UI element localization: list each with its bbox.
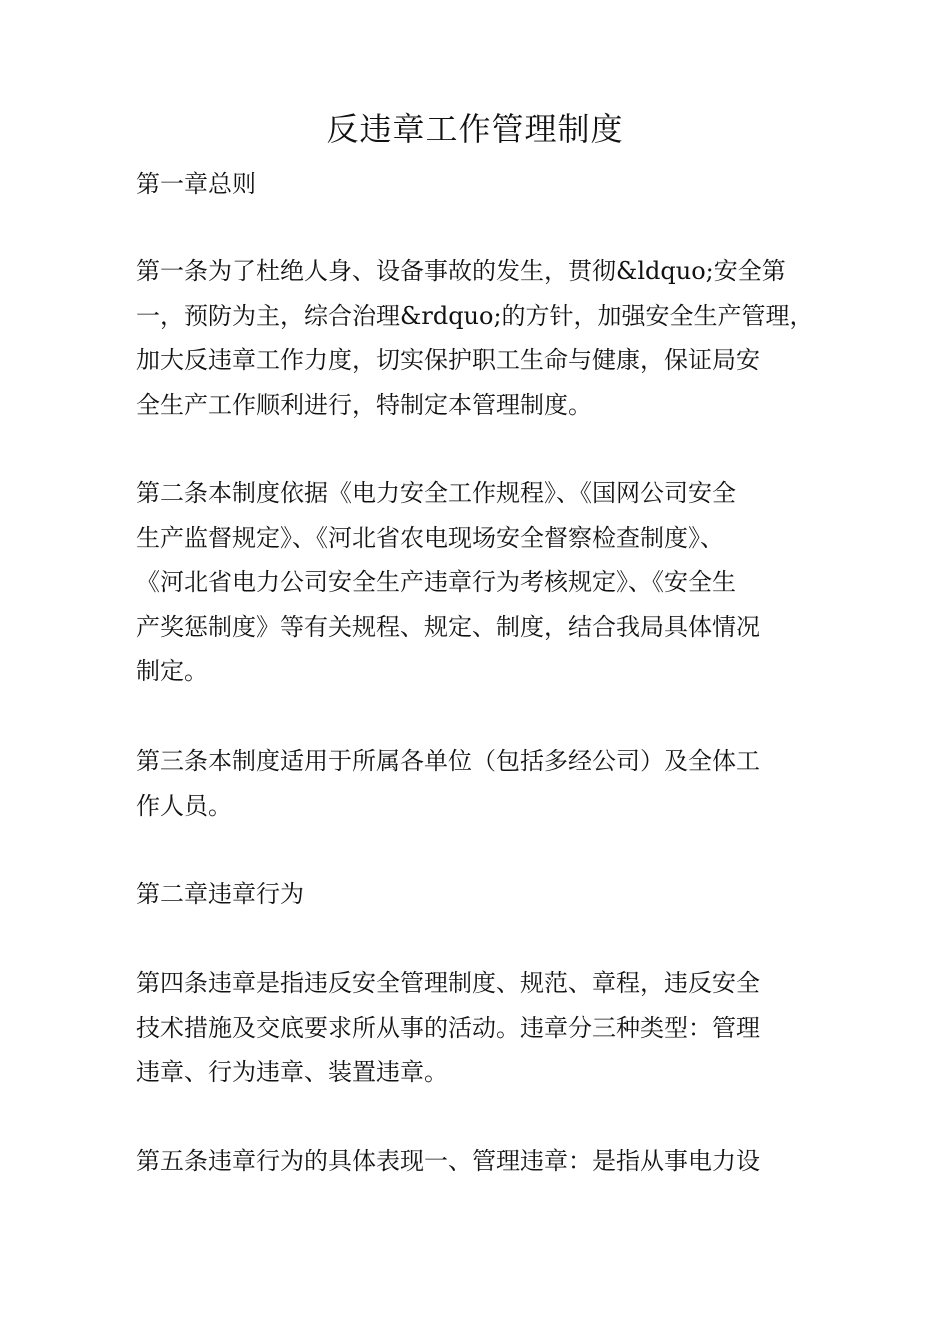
chapter-heading-2 [136, 872, 836, 917]
paragraph-line: 第二章违章行为 [136, 880, 304, 908]
paragraph-line: 第二条本制度依据《电力安全工作规程》、《国网公司安全 [136, 479, 736, 507]
paragraph-line: 《河北省电力公司安全生产违章行为考核规定》、《安全生 [136, 568, 736, 596]
paragraph-line: 第三条本制度适用于所属各单位（包括多经公司）及全体工 [136, 747, 760, 775]
document-title: 反违章工作管理制度 [326, 110, 624, 148]
article-1 [136, 249, 836, 427]
paragraph-line: 生产监督规定》、《河北省农电现场安全督察检查制度》、 [136, 523, 724, 552]
paragraph-line: 一，预防为主，综合治理&rdquo;的方针，加强安全生产管理， [136, 301, 814, 330]
article-4 [136, 961, 836, 1095]
paragraph-line: 技术措施及交底要求所从事的活动。违章分三种类型：管理 [136, 1013, 760, 1042]
article-2 [136, 471, 836, 694]
paragraph-line: 第五条违章行为的具体表现一、管理违章：是指从事电力设 [136, 1147, 760, 1175]
paragraph-line: 第四条违章是指违反安全管理制度、规范、章程，违反安全 [136, 969, 760, 997]
paragraph-line: 加大反违章工作力度，切实保护职工生命与健康，保证局安 [136, 346, 760, 374]
article-5 [136, 1139, 836, 1184]
paragraph-line: 第一条为了杜绝人身、设备事故的发生，贯彻&ldquo;安全第 [136, 257, 786, 285]
paragraph-line: 全生产工作顺利进行，特制定本管理制度。 [136, 390, 592, 419]
paragraph-line: 作人员。 [136, 791, 232, 820]
paragraph-line: 产奖惩制度》等有关规程、规定、制度，结合我局具体情况 [136, 612, 760, 641]
paragraph-line: 违章、行为违章、装置违章。 [136, 1058, 448, 1086]
chapter-heading-1 [136, 162, 836, 207]
article-3 [136, 739, 836, 828]
paragraph-line: 第一章总则 [136, 170, 256, 198]
paragraph-line: 制定。 [136, 657, 208, 685]
